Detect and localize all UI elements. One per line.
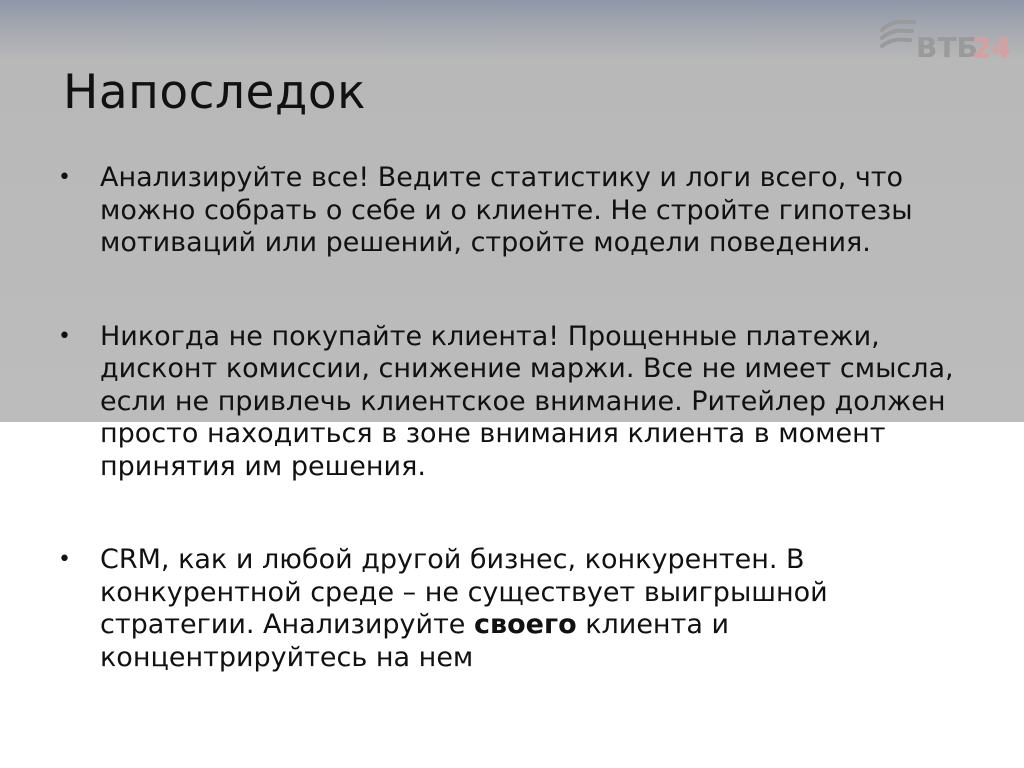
bullet-dot: • — [58, 323, 71, 349]
bullet-text — [100, 544, 828, 673]
bullet-text-end: клиента и концентрируйтесь на нем — [100, 609, 729, 673]
bullet-list — [58, 162, 958, 674]
bullet-item-analyze — [58, 162, 958, 260]
bullet-text-emphasis: своего — [474, 609, 577, 640]
bullet-dot: • — [58, 547, 71, 572]
bullet-dot: • — [58, 165, 71, 190]
bullet-text-start: CRM, как и любой другой бизнес, конкурентен. В конкурентной среде – не существует выигрышной стратегии. Анализируйте — [100, 544, 828, 640]
logo-text-vtb: ВТБ — [916, 31, 978, 64]
vtb24-logo — [878, 16, 1018, 64]
bullet-item-crm-competitive — [58, 544, 958, 674]
vtb-wave-icon — [882, 22, 914, 46]
bullet-item-never-buy-client — [58, 321, 958, 484]
logo-text-24: 24 — [972, 31, 1011, 64]
slide-title: Напоследок — [63, 65, 367, 120]
bullet-text: Никогда не покупайте клиента! Прощенные платежи, дисконт комиссии, снижение маржи. Все не имеет смысла, если не привлечь клиентское внимание. Ритейлер должен просто находиться в зоне внимания клиента в момент принятия им решения. — [100, 320, 954, 482]
bullet-text: Анализируйте все! Ведите статистику и логи всего, что можно собрать о себе и о клиенте. Не стройте гипотезы мотиваций или решений, стройте модели поведения. — [100, 162, 913, 258]
